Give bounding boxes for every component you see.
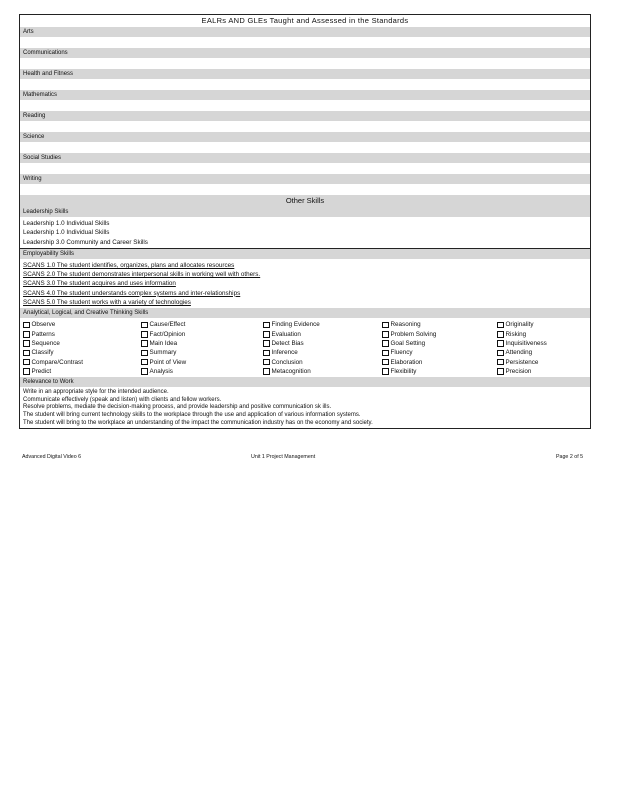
- checkbox-item[interactable]: [141, 358, 263, 367]
- employability-skills-header: Employability Skills: [20, 249, 590, 259]
- checkbox-label: Conclusion: [271, 358, 303, 366]
- list-item: Resolve problems, mediate the decision-making process, and provide leadership and positive communication sk ills.: [23, 404, 332, 411]
- checkbox-label: Sequence: [31, 339, 60, 347]
- checkbox-label: Main Idea: [149, 339, 178, 347]
- checkbox-item[interactable]: [263, 358, 382, 367]
- spacer: [20, 142, 590, 153]
- checkbox[interactable]: [141, 322, 148, 329]
- thinking-skills-checklist: [20, 318, 590, 377]
- checkbox[interactable]: [141, 350, 148, 357]
- standards-sheet: [19, 14, 591, 429]
- checkbox-item[interactable]: [382, 330, 497, 339]
- employability-list: [20, 259, 590, 308]
- checkbox-label: Reasoning: [390, 321, 421, 329]
- list-item: Leadership 1.0 Individual Skills: [23, 220, 110, 227]
- checkbox[interactable]: [382, 368, 389, 375]
- checkbox-item[interactable]: [497, 348, 595, 357]
- checkbox-label: Cause/Effect: [149, 321, 186, 329]
- leadership-skills-header: Leadership Skills: [20, 207, 590, 217]
- standard-arts: Arts: [20, 27, 590, 37]
- checkbox-item[interactable]: [23, 330, 141, 339]
- sheet-title: [20, 15, 590, 27]
- checkbox-label: Inquisitiveness: [505, 339, 547, 347]
- checkbox-label: Fact/Opinion: [149, 330, 186, 338]
- checkbox-item[interactable]: [382, 367, 497, 376]
- checkbox-label: Elaboration: [390, 358, 423, 366]
- spacer: [20, 79, 590, 90]
- checkbox-label: Attending: [505, 349, 533, 357]
- standard-writing: Writing: [20, 174, 590, 184]
- checkbox-item[interactable]: [263, 367, 382, 376]
- checkbox-item[interactable]: [23, 339, 141, 348]
- checkbox[interactable]: [382, 340, 389, 347]
- checkbox-item[interactable]: [497, 367, 595, 376]
- list-item: SCANS 4.0 The student understands complex systems and inter-relationships: [23, 289, 241, 297]
- checkbox[interactable]: [23, 359, 30, 366]
- checkbox[interactable]: [23, 322, 30, 329]
- checkbox-label: Metacognition: [271, 367, 311, 375]
- checkbox-item[interactable]: [141, 320, 263, 329]
- checkbox[interactable]: [141, 359, 148, 366]
- checkbox[interactable]: [497, 368, 504, 375]
- checkbox-item[interactable]: [263, 320, 382, 329]
- checkbox-item[interactable]: [497, 339, 595, 348]
- spacer: [20, 163, 590, 174]
- checkbox-item[interactable]: [382, 358, 497, 367]
- checkbox[interactable]: [497, 331, 504, 338]
- checkbox[interactable]: [263, 340, 270, 347]
- footer-unit: Unit 1 Project Management: [251, 454, 316, 460]
- standard-communications: Communications: [20, 48, 590, 58]
- checkbox[interactable]: [141, 368, 148, 375]
- checkbox-label: Problem Solving: [390, 330, 437, 338]
- standard-mathematics: Mathematics: [20, 90, 590, 100]
- checkbox-item[interactable]: [23, 320, 141, 329]
- checkbox[interactable]: [497, 350, 504, 357]
- spacer: [20, 121, 590, 132]
- checkbox[interactable]: [497, 340, 504, 347]
- checkbox-label: Summary: [149, 349, 177, 357]
- spacer: [20, 184, 590, 195]
- checkbox[interactable]: [497, 322, 504, 329]
- footer-page-number: Page 2 of 5: [556, 454, 584, 460]
- list-item: Communicate effectively (speak and listen) with clients and fellow workers.: [23, 396, 222, 403]
- checkbox[interactable]: [382, 359, 389, 366]
- relevance-list: [20, 387, 590, 428]
- checkbox-label: Flexibility: [390, 367, 417, 375]
- checkbox-label: Compare/Contrast: [31, 358, 83, 366]
- checkbox[interactable]: [382, 331, 389, 338]
- list-item: Write in an appropriate style for the intended audience.: [23, 389, 169, 396]
- checkbox-label: Detect Bias: [271, 339, 304, 347]
- checkbox[interactable]: [141, 331, 148, 338]
- checkbox-item[interactable]: [382, 348, 497, 357]
- checkbox-label: Goal Setting: [390, 339, 426, 347]
- checkbox[interactable]: [263, 350, 270, 357]
- list-item: SCANS 2.0 The student demonstrates interpersonal skills in working well with others.: [23, 271, 261, 279]
- relevance-to-work-header: Relevance to Work: [20, 377, 590, 387]
- checkbox-item[interactable]: [263, 330, 382, 339]
- spacer: [20, 58, 590, 69]
- spacer: [20, 37, 590, 48]
- checkbox-label: Risking: [505, 330, 527, 338]
- checkbox-item[interactable]: [23, 358, 141, 367]
- standard-science: Science: [20, 132, 590, 142]
- analytical-skills-header: Analytical, Logical, and Creative Thinking Skills: [20, 308, 590, 318]
- list-item: SCANS 3.0 The student acquires and uses information: [23, 280, 176, 288]
- checkbox-label: Classify: [31, 349, 54, 357]
- list-item: SCANS 5.0 The student works with a variety of technologies: [23, 299, 191, 307]
- checkbox-label: Inference: [271, 349, 298, 357]
- standard-reading: Reading: [20, 111, 590, 121]
- list-item: The student will bring to the workplace an understanding of the impact the communication industry has on the economy and society.: [23, 419, 373, 426]
- checkbox-label: Point of View: [149, 358, 187, 366]
- checkbox-item[interactable]: [23, 348, 141, 357]
- checkbox[interactable]: [263, 359, 270, 366]
- checkbox-item[interactable]: [497, 358, 595, 367]
- list-item: Leadership 1.0 Individual Skills: [23, 229, 110, 237]
- checkbox[interactable]: [263, 322, 270, 329]
- sheet-title-text: EALRs AND GLEs Taught and Assessed in the Standards: [201, 16, 409, 25]
- checkbox-label: Observe: [31, 321, 56, 329]
- footer-course: Advanced Digital Video 6: [22, 454, 82, 460]
- checkbox-label: Fluency: [390, 349, 413, 357]
- checkbox-item[interactable]: [382, 339, 497, 348]
- checkbox-item[interactable]: [23, 367, 141, 376]
- checkbox-item[interactable]: [141, 339, 263, 348]
- checkbox[interactable]: [382, 350, 389, 357]
- checkbox-item[interactable]: [497, 330, 595, 339]
- checkbox-label: Patterns: [31, 330, 55, 338]
- other-skills-title: Other Skills: [20, 195, 590, 207]
- standard-social-studies: Social Studies: [20, 153, 590, 163]
- checkbox[interactable]: [23, 350, 30, 357]
- checkbox-item[interactable]: [141, 367, 263, 376]
- checkbox[interactable]: [263, 331, 270, 338]
- checkbox-label: Persistence: [505, 358, 539, 366]
- checkbox-item[interactable]: [263, 348, 382, 357]
- checkbox[interactable]: [497, 359, 504, 366]
- checkbox-label: Originality: [505, 321, 534, 329]
- checkbox-item[interactable]: [263, 339, 382, 348]
- checkbox-item[interactable]: [382, 320, 497, 329]
- checkbox[interactable]: [23, 340, 30, 347]
- checkbox-label: Predict: [31, 367, 52, 375]
- standard-health-fitness: Health and Fitness: [20, 69, 590, 79]
- checkbox[interactable]: [23, 368, 30, 375]
- list-item: SCANS 1.0 The student identifies, organizes, plans and allocates resources: [23, 261, 235, 269]
- list-item: The student will bring current technology skills to the workplace through the use and application of various information systems.: [23, 411, 361, 418]
- checkbox-item[interactable]: [141, 348, 263, 357]
- checkbox[interactable]: [382, 322, 389, 329]
- list-item: Leadership 3.0 Community and Career Skills: [23, 238, 148, 246]
- checkbox-label: Precision: [505, 367, 532, 375]
- checkbox[interactable]: [23, 331, 30, 338]
- checkbox-label: Analysis: [149, 367, 173, 375]
- checkbox[interactable]: [141, 340, 148, 347]
- leadership-list: [20, 217, 590, 248]
- checkbox-label: Evaluation: [271, 330, 301, 338]
- checkbox-item[interactable]: [497, 320, 595, 329]
- spacer: [20, 100, 590, 111]
- checkbox-item[interactable]: [141, 330, 263, 339]
- checkbox-label: Finding Evidence: [271, 321, 320, 329]
- checkbox[interactable]: [263, 368, 270, 375]
